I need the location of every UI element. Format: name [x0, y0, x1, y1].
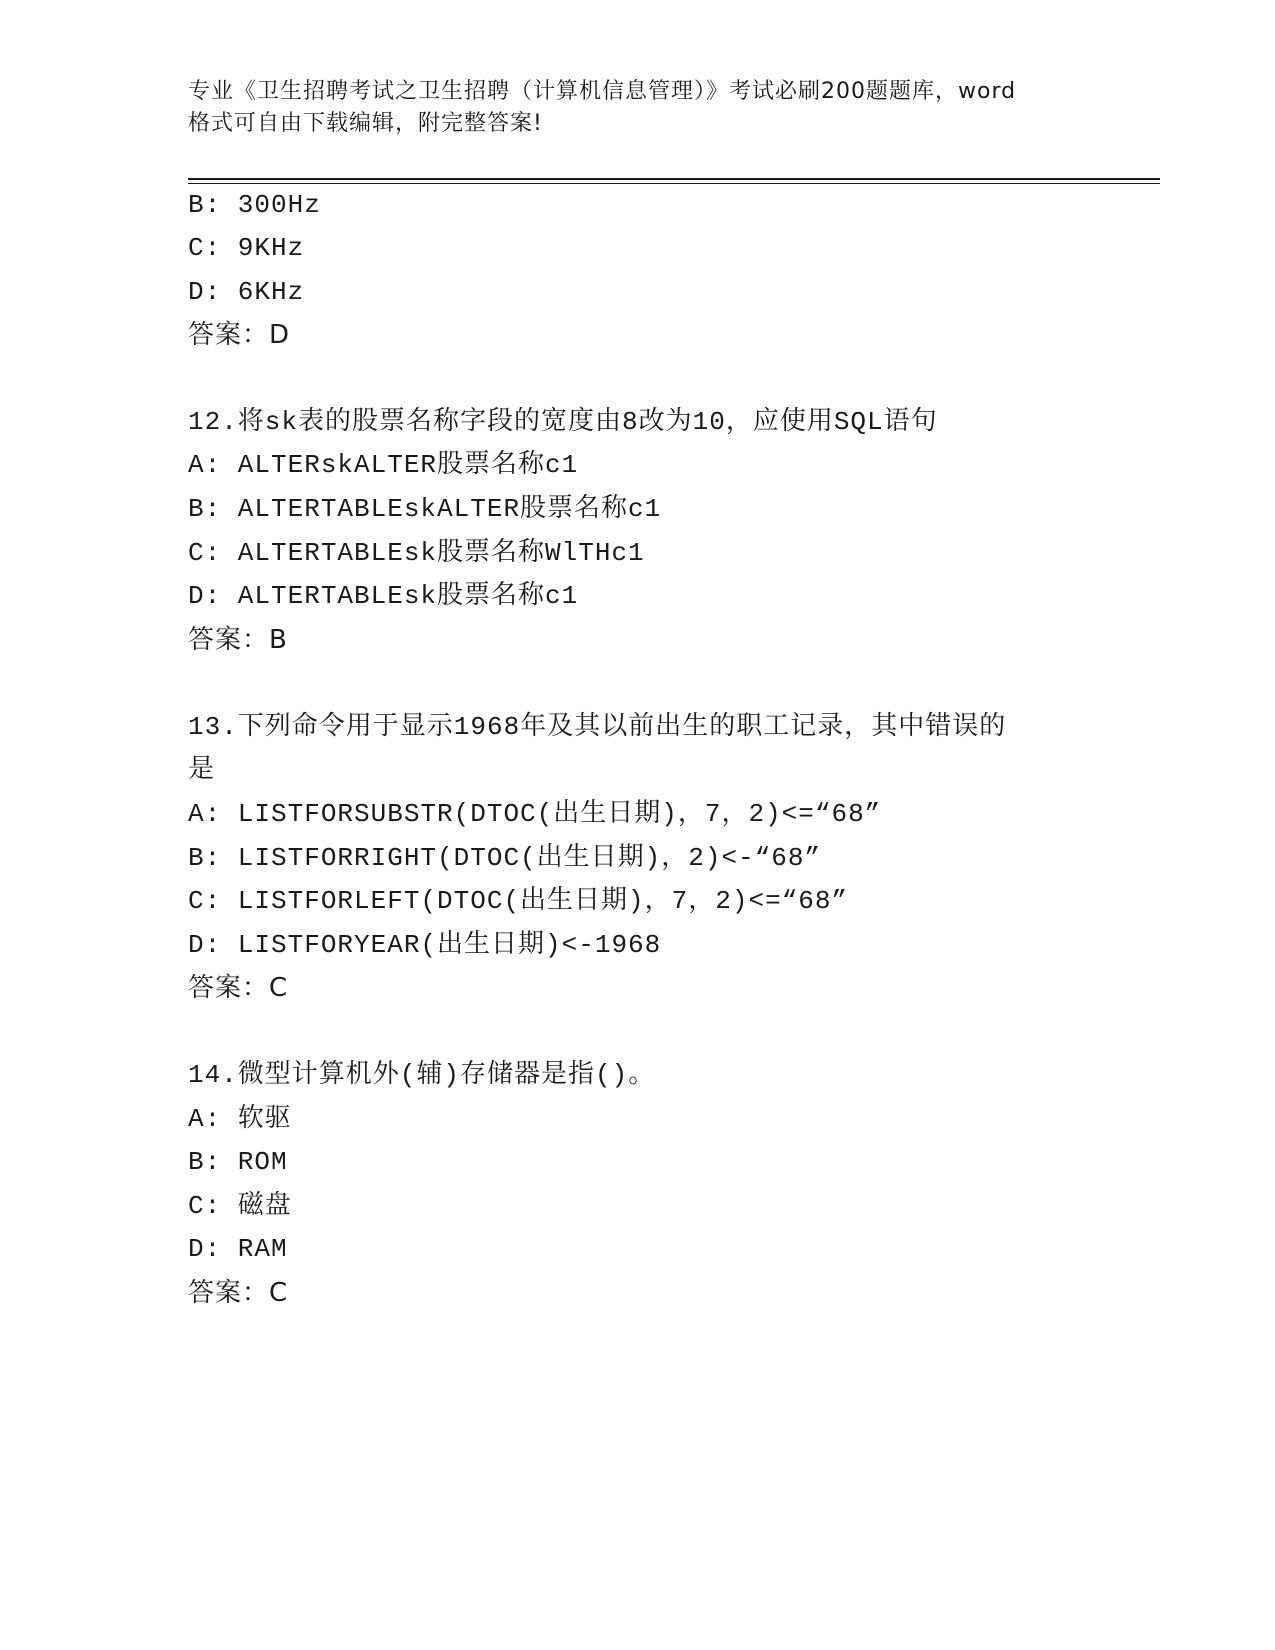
option-c: C: 磁盘: [188, 1191, 292, 1221]
option-d: D: RAM: [188, 1234, 288, 1264]
header-divider-thin: [188, 183, 1160, 184]
header-divider-thick: [188, 178, 1160, 180]
question-stem-continued: 是: [188, 755, 216, 785]
question-stem: 12.将sk表的股票名称字段的宽度由8改为10，应使用SQL语句: [188, 407, 938, 437]
document-header: [188, 76, 1088, 140]
option-b: B: 300Hz: [188, 190, 321, 220]
option-c: C: LISTFORLEFT(DTOC(出生日期)，7，2)<=“68”: [188, 886, 849, 916]
answer: 答案：C: [188, 973, 289, 1003]
option-a: A: LISTFORSUBSTR(DTOC(出生日期)，7，2)<=“68”: [188, 799, 882, 829]
option-a: A: 软驱: [188, 1104, 292, 1134]
question-stem: 13.下列命令用于显示1968年及其以前出生的职工记录，其中错误的: [188, 712, 1007, 742]
answer: 答案：D: [188, 320, 291, 350]
header-line-1: 专业《卫生招聘考试之卫生招聘（计算机信息管理）》考试必刷200题题库，word: [188, 79, 1017, 104]
question-stem: 14.微型计算机外(辅)存储器是指()。: [188, 1060, 656, 1090]
answer: 答案：C: [188, 1278, 289, 1308]
option-d: D: LISTFORYEAR(出生日期)<-1968: [188, 930, 662, 960]
option-b: B: LISTFORRIGHT(DTOC(出生日期)，2)<-“68”: [188, 843, 822, 873]
option-a: A: ALTERskALTER股票名称c1: [188, 450, 579, 480]
option-d: D: ALTERTABLEsk股票名称c1: [188, 581, 579, 611]
option-b: B: ALTERTABLEskALTER股票名称c1: [188, 494, 662, 524]
option-c: C: 9KHz: [188, 233, 305, 263]
option-c: C: ALTERTABLEsk股票名称WlTHc1: [188, 538, 645, 568]
option-b: B: ROM: [188, 1147, 288, 1177]
answer: 答案：B: [188, 625, 288, 655]
header-line-2: 格式可自由下载编辑，附完整答案!: [188, 111, 543, 136]
option-d: D: 6KHz: [188, 277, 305, 307]
